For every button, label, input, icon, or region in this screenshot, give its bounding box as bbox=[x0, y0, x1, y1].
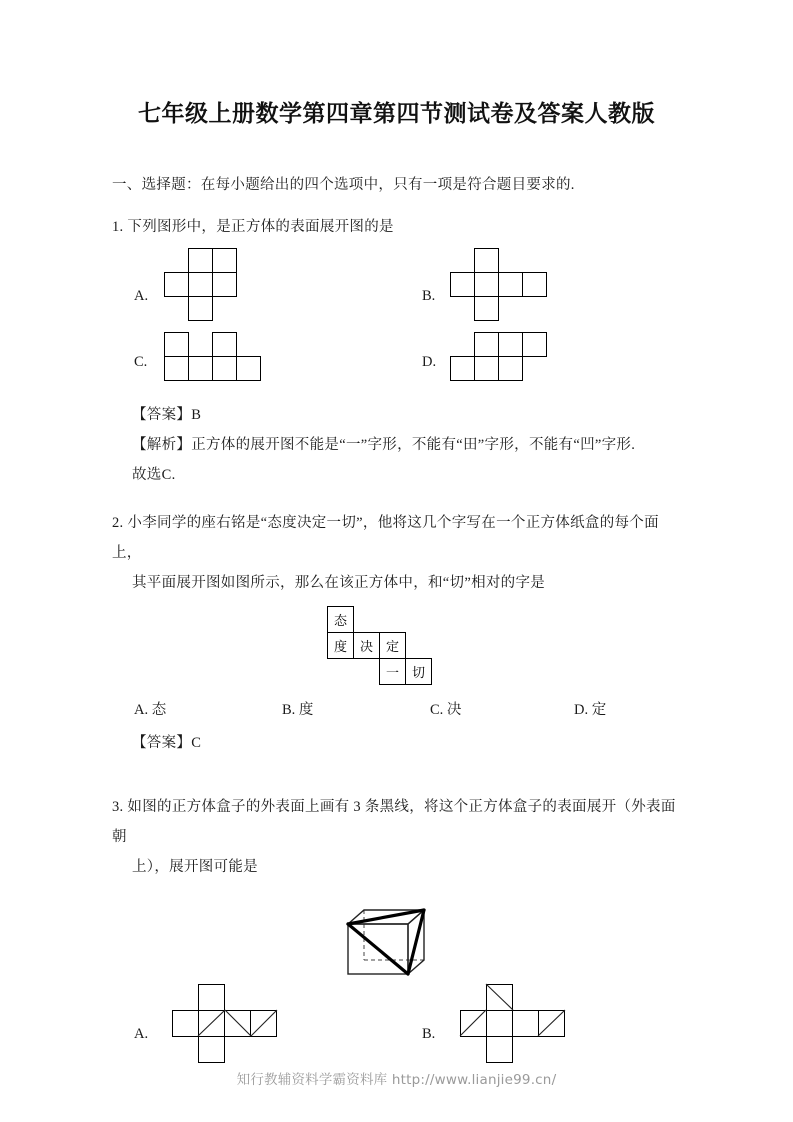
question-2-choice-a[interactable]: A. 态 bbox=[134, 702, 167, 718]
net-cell bbox=[172, 1010, 199, 1037]
net-cell bbox=[212, 356, 237, 381]
answer-value: B bbox=[191, 407, 202, 423]
question-1-option-d-label: D. bbox=[422, 354, 437, 370]
net-cell bbox=[224, 1010, 251, 1037]
net-cell bbox=[212, 332, 237, 357]
net-cell bbox=[212, 248, 237, 273]
question-1-analysis-line1 bbox=[112, 430, 682, 460]
net-cell bbox=[498, 332, 523, 357]
net-cell bbox=[188, 296, 213, 321]
question-1-stem-text: 下列图形中，是正方体的表面展开图的是 bbox=[127, 219, 394, 235]
question-1-option-b-label: B. bbox=[422, 288, 436, 304]
net-cell bbox=[450, 356, 475, 381]
question-1-options-ab bbox=[112, 242, 682, 328]
question-2-number: 2. bbox=[112, 515, 124, 531]
question-3-number: 3. bbox=[112, 799, 124, 815]
net-cell-char: 切 bbox=[405, 658, 432, 685]
net-cell-char: 一 bbox=[379, 658, 406, 685]
net-cell bbox=[498, 272, 523, 297]
section-heading: 一、选择题：在每小题给出的四个选项中，只有一项是符合题目要求的. bbox=[112, 177, 575, 193]
question-2-choice-c[interactable]: C. 决 bbox=[430, 702, 462, 718]
cube-with-black-lines-figure bbox=[340, 888, 450, 984]
page-title: 七年级上册数学第四章第四节测试卷及答案人教版 bbox=[138, 101, 655, 126]
net-cell bbox=[188, 272, 213, 297]
answer-label: 【答案】 bbox=[132, 735, 192, 751]
question-1-number: 1. bbox=[112, 219, 124, 235]
net-cell bbox=[164, 272, 189, 297]
net-cell bbox=[474, 356, 499, 381]
question-3-options-ab bbox=[112, 982, 682, 1082]
question-2-character-net bbox=[327, 606, 447, 696]
net-cell bbox=[486, 1010, 513, 1037]
net-cell bbox=[486, 1036, 513, 1063]
net-cell bbox=[250, 1010, 277, 1037]
net-cell bbox=[498, 356, 523, 381]
question-3-stem-line1 bbox=[112, 792, 682, 852]
net-cell bbox=[522, 272, 547, 297]
question-3-option-a-label: A. bbox=[134, 1026, 149, 1042]
question-2-choice-b[interactable]: B. 度 bbox=[282, 702, 314, 718]
question-2-choice-d[interactable]: D. 定 bbox=[574, 702, 607, 718]
question-1-options-cd bbox=[112, 328, 682, 400]
net-cell bbox=[164, 356, 189, 381]
answer-label: 【答案】 bbox=[132, 407, 192, 423]
net-cell bbox=[188, 248, 213, 273]
net-cell bbox=[188, 356, 213, 381]
question-1-option-c-net bbox=[164, 332, 263, 382]
analysis-label: 【解析】 bbox=[132, 437, 192, 453]
question-2-stem-text-1: 小李同学的座右铭是“态度决定一切”，他将这几个字写在一个正方体纸盒的每个面上， bbox=[112, 515, 659, 561]
question-3-option-b-label: B. bbox=[422, 1026, 436, 1042]
question-2-stem-line2: 其平面展开图如图所示，那么在该正方体中，和“切”相对的字是 bbox=[132, 575, 546, 591]
net-cell bbox=[522, 332, 547, 357]
question-1-stem bbox=[112, 212, 682, 242]
question-3-cube-figure-row bbox=[112, 882, 682, 982]
question-3-option-b-net bbox=[460, 984, 564, 1076]
net-cell bbox=[474, 272, 499, 297]
footer-watermark: 知行教辅资料学霸资料库 http://www.lianjie99.cn/ bbox=[236, 1072, 557, 1088]
question-2-answer bbox=[112, 728, 682, 758]
net-cell bbox=[164, 332, 189, 357]
question-2-net-row bbox=[112, 598, 682, 698]
net-cell-char: 定 bbox=[379, 632, 406, 659]
answer-value: C bbox=[191, 735, 202, 751]
net-cell-char: 决 bbox=[353, 632, 380, 659]
net-cell bbox=[198, 1010, 225, 1037]
question-2-choices bbox=[112, 698, 682, 728]
net-cell-char: 度 bbox=[327, 632, 354, 659]
question-1-analysis-line2: 故选C. bbox=[132, 467, 176, 483]
net-cell bbox=[460, 1010, 487, 1037]
document-body bbox=[112, 170, 682, 1082]
net-cell bbox=[474, 332, 499, 357]
net-cell bbox=[212, 272, 237, 297]
question-1-option-c-label: C. bbox=[134, 354, 148, 370]
question-1-option-d-net bbox=[450, 332, 549, 382]
net-cell bbox=[198, 984, 225, 1011]
question-2-stem-line1 bbox=[112, 508, 682, 568]
question-3-stem-text-1: 如图的正方体盒子的外表面上画有 3 条黑线，将这个正方体盒子的表面展开（外表面朝 bbox=[112, 799, 676, 845]
net-cell-char: 态 bbox=[327, 606, 354, 633]
net-cell bbox=[236, 356, 261, 381]
question-3-stem-line2: 上），展开图可能是 bbox=[132, 859, 258, 875]
net-cell bbox=[474, 248, 499, 273]
question-3-option-a-net bbox=[172, 984, 276, 1076]
analysis-text: 正方体的展开图不能是“一”字形，不能有“田”字形，不能有“凹”字形. bbox=[191, 437, 636, 453]
net-cell bbox=[486, 984, 513, 1011]
question-1-answer bbox=[112, 400, 682, 430]
net-cell bbox=[450, 272, 475, 297]
question-1-option-a-label: A. bbox=[134, 288, 149, 304]
net-cell bbox=[474, 296, 499, 321]
net-cell bbox=[198, 1036, 225, 1063]
net-cell bbox=[538, 1010, 565, 1037]
net-cell bbox=[512, 1010, 539, 1037]
